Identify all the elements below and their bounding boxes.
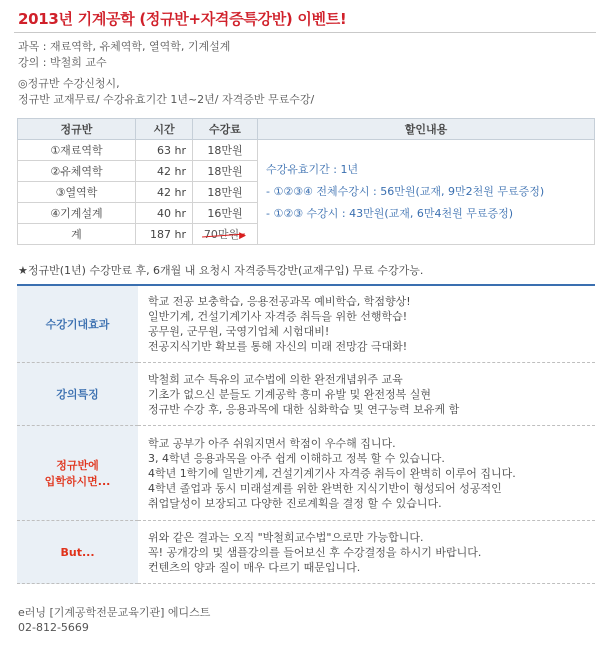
feature-line: 컨텐츠의 양과 질이 매우 다르기 때문입니다. <box>148 560 361 574</box>
feature-line: 공무원, 군무원, 국영기업체 시험대비! <box>148 325 330 338</box>
course-hours: 40 hr <box>136 203 193 224</box>
table-row <box>18 140 595 161</box>
feature-row <box>17 426 595 521</box>
feature-line: 학교 전공 보충학습, 응용전공과목 예비학습, 학점향상! <box>148 295 411 308</box>
feature-line: 4학년 졸업과 동시 미래설계를 위한 완벽한 지식기반이 형성되어 성공적인 <box>148 481 502 495</box>
course-name: ②유체역학 <box>18 161 136 182</box>
feature-line: 정규반 수강 후, 응용과목에 대한 심화학습 및 연구능력 보유케 함 <box>148 402 460 416</box>
course-name: ③열역학 <box>18 182 136 203</box>
strike-arrow-icon: ▶ <box>239 231 247 241</box>
course-hours: 63 hr <box>136 140 193 161</box>
course-hours: 42 hr <box>136 161 193 182</box>
header-hours: 시간 <box>136 119 193 140</box>
feature-row <box>17 363 595 426</box>
feature-line: 취업달성이 보장되고 다양한 진로계획을 결정 할 수 있습니다. <box>148 496 442 510</box>
course-fee: 18만원 <box>193 182 258 203</box>
course-line: 과목 : 재료역학, 유체역학, 열역학, 기계설계 <box>18 40 231 53</box>
features-table <box>17 284 595 584</box>
feature-line: 위와 같은 결과는 오직 "박철희교수법"으로만 가능합니다. <box>148 530 424 544</box>
total-fee-strikethrough: 70만원 <box>203 228 240 241</box>
notice-line-2: 정규반 교재무료/ 수강유효기간 1년~2년/ 자격증반 무료수강/ <box>18 93 315 106</box>
course-name: ①재료역학 <box>18 140 136 161</box>
feature-line: 기초가 없으신 분들도 기계공학 흥미 유발 및 완전정복 실현 <box>148 387 431 401</box>
feature-line: 3, 4학년 응용과목을 아주 쉽게 이해하고 정복 할 수 있습니다. <box>148 451 445 465</box>
feature-label: 수강기대효과 <box>17 285 138 363</box>
discount-cell <box>258 140 595 245</box>
feature-line: 꼭! 공개강의 및 샘플강의를 들어보신 후 수강결정을 하시기 바랍니다. <box>148 545 482 559</box>
feature-line: 박철희 교수 특유의 교수법에 의한 완전개념위주 교육 <box>148 372 403 386</box>
course-fee: 16만원 <box>193 203 258 224</box>
course-name: ④기계설계 <box>18 203 136 224</box>
footer-phone: 02-812-5669 <box>18 621 89 634</box>
course-fee: 18만원 <box>193 140 258 161</box>
course-hours: 42 hr <box>136 182 193 203</box>
feature-text <box>138 363 595 426</box>
total-fee-cell <box>193 224 258 245</box>
feature-label: But... <box>17 521 138 584</box>
feature-label: 강의특징 <box>17 363 138 426</box>
header-discount: 할인내용 <box>258 119 595 140</box>
lecturer-line: 강의 : 박철희 교수 <box>18 56 107 69</box>
feature-label-line-1: 정규반에 <box>56 459 99 472</box>
header-fee: 수강료 <box>193 119 258 140</box>
header-course: 정규반 <box>18 119 136 140</box>
feature-line: 전공지식기반 확보를 통해 자신의 미래 전망감 극대화! <box>148 340 408 353</box>
course-fee: 18만원 <box>193 161 258 182</box>
discount-all-four: - ①②③④ 전체수강시 : 56만원(교재, 9만2천원 무료증정) <box>266 185 545 198</box>
total-hours: 187 hr <box>136 224 193 245</box>
feature-line: 일반기계, 건설기계기사 자격증 취득을 위한 선행학습! <box>148 310 408 323</box>
feature-text <box>138 521 595 584</box>
feature-label <box>17 426 138 521</box>
feature-row <box>17 285 595 363</box>
total-label: 계 <box>18 224 136 245</box>
discount-validity: 수강유효기간 : 1년 <box>266 163 359 176</box>
price-table <box>17 118 595 245</box>
price-table-header <box>18 119 595 140</box>
feature-line: 학교 공부가 아주 쉬워지면서 학점이 우수해 집니다. <box>148 436 396 450</box>
feature-text <box>138 285 595 363</box>
feature-row <box>17 521 595 584</box>
notice-line-1: ◎정규반 수강신청시, <box>18 77 120 90</box>
feature-label-line-2: 입학하시면... <box>44 475 111 488</box>
page-title: 2013년 기계공학 (정규반+자격증특강반) 이벤트! <box>18 10 347 28</box>
feature-text <box>138 426 595 521</box>
footer-company: e러닝 [기계공학전문교육기관] 에디스트 <box>18 606 211 619</box>
discount-three: - ①②③ 수강시 : 43만원(교재, 6만4천원 무료증정) <box>266 207 514 220</box>
free-course-note: ★정규반(1년) 수강만료 후, 6개월 내 요청시 자격증특강반(교재구입) 무료 수강가능. <box>18 264 424 277</box>
feature-line: 4학년 1학기에 일반기계, 건설기계기사 자격증 취득이 완벽히 이루어 집니다. <box>148 466 516 480</box>
title-divider <box>14 32 596 33</box>
